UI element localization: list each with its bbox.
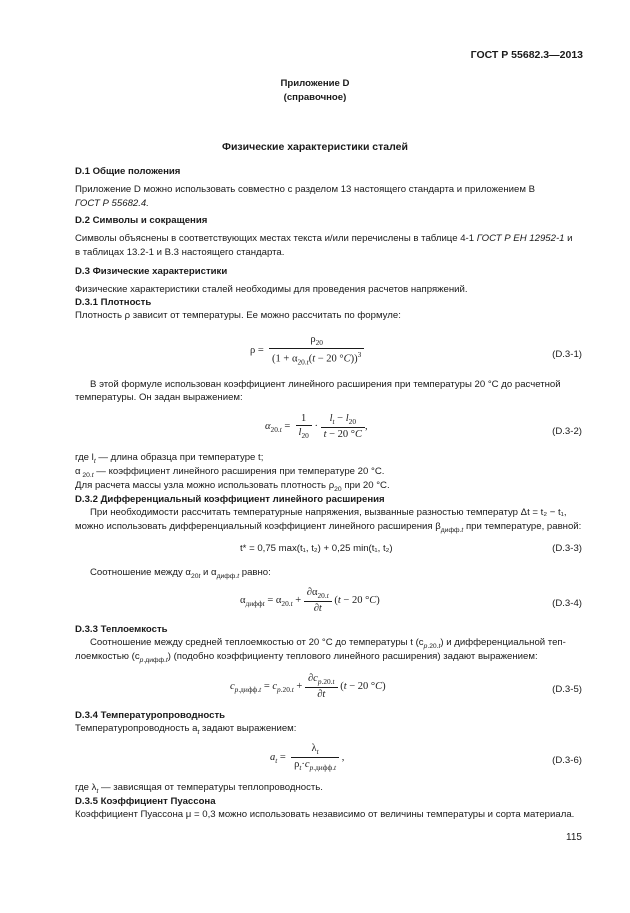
d33-text-line1: Соотношение между средней теплоемкостью от 20 °С до температуры t $(c_{p.20.t})$ и дифференциальной теп- bbox=[90, 637, 566, 650]
eq-number-d35: (D.3-5) bbox=[552, 684, 582, 695]
d1-text-line2: ГОСТ Р 55682.4. bbox=[75, 198, 149, 209]
formula-tstar: t* = 0,75 max(t₁, t₂) + 0,25 min(t₁, t₂) bbox=[240, 543, 393, 554]
formula-diffusivity: $a_t$ = $\frac{\lambda_t}{\rho_t\cdot c_{p.дифф.t}}$ , bbox=[270, 743, 345, 773]
d2-text-line2: в таблицах 13.2-1 и В.3 настоящего стандарта. bbox=[75, 247, 285, 258]
d32-ratio-text: Соотношение между $\alpha_{20t}$ и $\alpha_{дифф.t}$ равно: bbox=[90, 567, 271, 580]
formula-density: ρ = $\frac{\rho_{20}}{(1 + \alpha_{20.t}(t - 20 ^\circ C))^3}$ bbox=[250, 334, 364, 367]
d31-after-line2: температуры. Он задан выражением: bbox=[75, 392, 243, 403]
where-lambda: где $\lambda_t$ — зависящая от температуры теплопроводность. bbox=[75, 782, 323, 795]
where-alpha: α $_{20.t}$ — коэффициент линейного расширения при температуре 20 °С. bbox=[75, 466, 385, 479]
page-number: 115 bbox=[566, 832, 582, 843]
section-heading-d31: D.3.1 Плотность bbox=[75, 297, 152, 308]
formula-alpha: $\alpha_{20.t}$ = $\frac{1}{l_{20}}$ · $\frac{l_t - l_{20}}{t - 20 ^\circ C}$ , bbox=[265, 413, 368, 441]
eq-number-d34: (D.3-4) bbox=[552, 598, 582, 609]
section-heading-d35: D.3.5 Коэффициент Пуассона bbox=[75, 796, 216, 807]
eq-number-d36: (D.3-6) bbox=[552, 755, 582, 766]
d3-text: Физические характеристики сталей необходимы для проведения расчетов напряжений. bbox=[75, 284, 468, 295]
formula-heat-capacity: $c_{p.дифф.t} = c_{p.20.t}$ + $\frac{\partial c_{p.20.t}}{\partial t}$ (t − 20 °C) bbox=[230, 673, 386, 701]
d33-text-line2: лоемкостью $(c_{p.дифф.t})$ (подобно коэффициенту теплового линейного расширения) задают выражением: bbox=[75, 651, 538, 664]
d32-text-line1: При необходимости рассчитать температурные напряжения, вызванные разностью температур Δt = t₂ − t₁, bbox=[90, 507, 567, 518]
section-heading-d34: D.3.4 Температуропроводность bbox=[75, 710, 226, 721]
eq-number-d32: (D.3-2) bbox=[552, 426, 582, 437]
section-heading-d33: D.3.3 Теплоемкость bbox=[75, 624, 168, 635]
d31-text: Плотность ρ зависит от температуры. Ее можно рассчитать по формуле: bbox=[75, 310, 401, 321]
main-title: Физические характеристики сталей bbox=[222, 141, 408, 153]
d35-text: Коэффициент Пуассона μ = 0,3 можно использовать независимо от величины температуры и сорта материала. bbox=[75, 809, 575, 820]
eq-number-d31: (D.3-1) bbox=[552, 349, 582, 360]
d31-after-line1: В этой формуле использован коэффициент линейного расширения при температуры 20 °С до расчетной bbox=[90, 379, 561, 390]
annex-title: Приложение D bbox=[280, 78, 350, 89]
eq-number-d33: (D.3-3) bbox=[552, 543, 582, 554]
where-l: где $l_t$ — длина образца при температуре t; bbox=[75, 452, 264, 465]
d1-text-line1: Приложение D можно использовать совместно с разделом 13 настоящего стандарта и приложением В bbox=[75, 184, 536, 195]
formula-alpha-diff: $\alpha_{диффt} = \alpha_{20.t}$ + $\frac{\partial\alpha_{20.t}}{\partial t}$ (t − 20 °C) bbox=[240, 587, 380, 615]
section-heading-d3: D.3 Физические характеристики bbox=[75, 266, 228, 277]
where-rho: Для расчета массы узла можно использовать плотность $\rho_{20}$ при 20 °С. bbox=[75, 480, 390, 493]
d34-text: Температуропроводность $a_t$ задают выражением: bbox=[75, 723, 297, 736]
section-heading-d32: D.3.2 Дифференциальный коэффициент линейного расширения bbox=[75, 494, 385, 505]
annex-subtitle: (справочное) bbox=[283, 92, 347, 103]
d2-text-line1: Символы объяснены в соответствующих местах текста и/или перечислены в таблице 4-1 ГОСТ Р ЕН 12952-1 и bbox=[75, 233, 573, 244]
d32-text-line2: можно использовать дифференциальный коэффициент линейного расширения $\beta_{дифф.t}$ при температуре, равной: bbox=[75, 521, 582, 534]
section-heading-d2: D.2 Символы и сокращения bbox=[75, 215, 208, 226]
section-heading-d1: D.1 Общие положения bbox=[75, 166, 181, 177]
standard-header: ГОСТ Р 55682.3—2013 bbox=[470, 49, 583, 61]
